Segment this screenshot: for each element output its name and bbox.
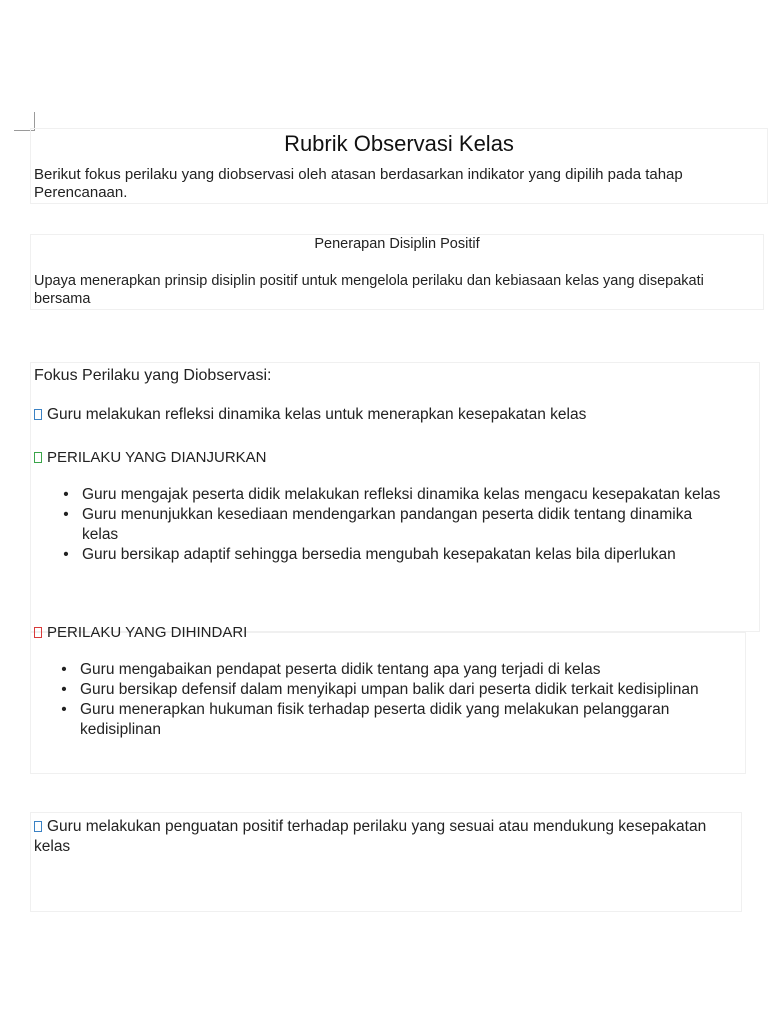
behavior-item-2 [34,817,714,857]
avoided-item: • Guru bersikap defensif dalam menyikapi umpan balik dari peserta didik terkait kedisiplinan [80,680,730,700]
recommended-item: • Guru menunjukkan kesediaan mendengarkan pandangan peserta didik tentang dinamika kelas [82,505,732,545]
behavior-item-2-text: Guru melakukan penguatan positif terhadap perilaku yang sesuai atau mendukung kesepakatan kelas [34,818,707,855]
recommended-list [56,485,732,565]
avoided-label-text: PERILAKU YANG DIHINDARI [47,624,248,641]
behavior-item-1-text: Guru melakukan refleksi dinamika kelas untuk menerapkan kesepakatan kelas [47,406,587,423]
recommended-label [34,449,267,466]
avoided-label [34,624,247,641]
recommended-item: • Guru bersikap adaptif sehingga bersedia mengubah kesepakatan kelas bila diperlukan [82,545,732,565]
focus-heading: Fokus Perilaku yang Diobservasi: [34,367,272,384]
blue-square-icon [34,409,42,420]
blue-square-icon [34,821,42,832]
red-square-icon [34,627,42,638]
avoided-list [54,660,730,740]
avoided-item: • Guru menerapkan hukuman fisik terhadap peserta didik yang melakukan pelanggaran kedisiplinan [80,700,730,740]
page-title: Rubrik Observasi Kelas [284,131,514,156]
principle-title: Penerapan Disiplin Positif [314,236,480,252]
principle-description: Upaya menerapkan prinsip disiplin positif untuk mengelola perilaku dan kebiasaan kelas yang disepakati bersama [34,273,704,307]
behavior-item-1 [34,406,586,424]
recommended-label-text: PERILAKU YANG DIANJURKAN [47,449,267,466]
avoided-item: • Guru mengabaikan pendapat peserta didik tentang apa yang terjadi di kelas [80,660,730,680]
recommended-item: • Guru mengajak peserta didik melakukan refleksi dinamika kelas mengacu kesepakatan kelas [82,485,732,505]
intro-text: Berikut fokus perilaku yang diobservasi oleh atasan berdasarkan indikator yang dipilih pada tahap Perencanaan. [34,166,683,201]
green-square-icon [34,452,42,463]
